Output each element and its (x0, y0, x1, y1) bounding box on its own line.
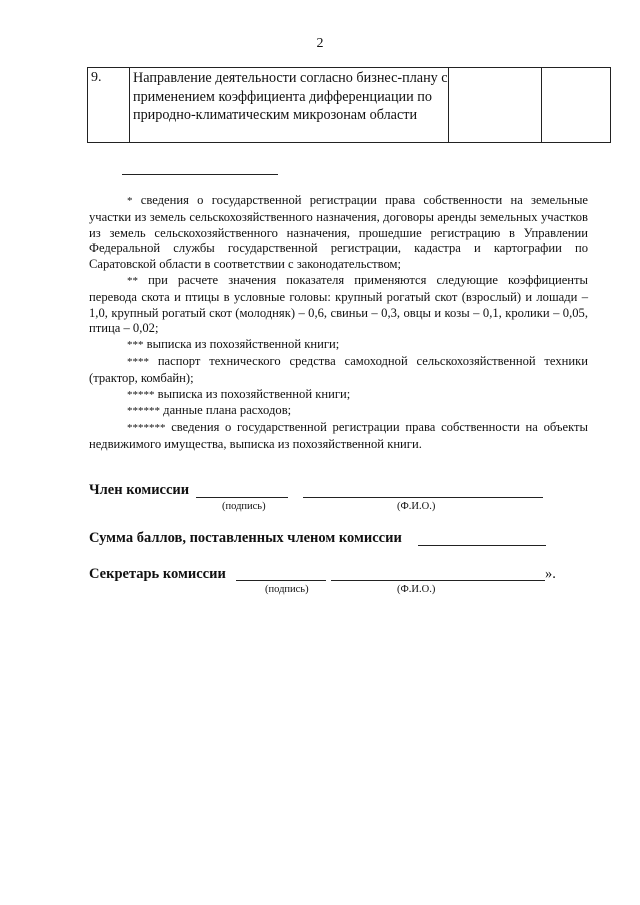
empty-cell (542, 68, 611, 143)
criteria-table (87, 67, 611, 143)
member-signature-caption: (подпись) (222, 501, 266, 512)
secretary-fio-caption: (Ф.И.О.) (397, 584, 436, 595)
footnote-text: паспорт технического средства самоходной сельскохозяйственной техники (трактор, комбайн); (89, 353, 588, 385)
footnote (89, 403, 588, 420)
page-number: 2 (316, 36, 324, 51)
footnote (89, 354, 588, 387)
table-row (88, 68, 611, 143)
secretary-closing-quote: ». (545, 566, 556, 582)
footnote-text: при расчете значения показателя применяются следующие коэффициенты перевода скота и птицы в условные головы: крупный рогатый скот (взрослый) и лошади – 1,0, крупный рогатый скот (молодняк) – 0,6, свиньи – 0,3, овцы и козы – 0,1, кролики – 0,05, птица – 0,02; (89, 272, 588, 336)
sum-label: Сумма баллов, поставленных членом комиссии (89, 530, 402, 546)
footnote-separator (122, 174, 278, 175)
row-number: 9. (88, 68, 130, 143)
footnote (89, 387, 588, 404)
footnotes (89, 193, 588, 453)
footnote (89, 337, 588, 354)
footnote (89, 193, 588, 273)
secretary-signature-caption: (подпись) (265, 584, 309, 595)
footnote-marker: ******* (127, 422, 166, 435)
secretary-signature-line (236, 580, 326, 581)
footnote-marker: **** (127, 355, 149, 368)
secretary-label: Секретарь комиссии (89, 566, 226, 582)
empty-cell (449, 68, 542, 143)
member-signature-line (196, 497, 288, 498)
member-label: Член комиссии (89, 482, 190, 498)
footnote (89, 420, 588, 453)
footnote-text: данные плана расходов; (163, 403, 292, 418)
footnote-text: сведения о государственной регистрации права собственности на земельные участки из земель сельскохозяйственного назначения, договоры аренды земельных участков из земель сельскохозяйственного назначения, прошедшие регистрацию в Управлении Федеральной службы государственной регистрации, кадастра и картографии по Саратовской области в соответствии с законодательством; (89, 193, 588, 272)
footnote-marker: ** (127, 274, 138, 287)
secretary-fio-line (331, 580, 545, 581)
row-criterion-text: Направление деятельности согласно бизнес-плану с применением коэффициента дифференциации по природно-климатическим микрозонам области (130, 68, 449, 143)
footnote-marker: ****** (127, 405, 160, 418)
member-fio-caption: (Ф.И.О.) (397, 501, 436, 512)
footnote-text: сведения о государственной регистрации права собственности на объекты недвижимого имущества, выписка из похозяйственной книги. (89, 420, 588, 451)
footnote-marker: ***** (127, 388, 155, 401)
footnote-text: выписка из похозяйственной книги; (157, 386, 351, 401)
member-fio-line (303, 497, 543, 498)
footnote-marker: * (127, 195, 133, 207)
footnote-marker: *** (127, 339, 144, 352)
footnote (89, 273, 588, 337)
sum-line (418, 545, 546, 546)
footnote-text: выписка из похозяйственной книги; (146, 337, 340, 352)
